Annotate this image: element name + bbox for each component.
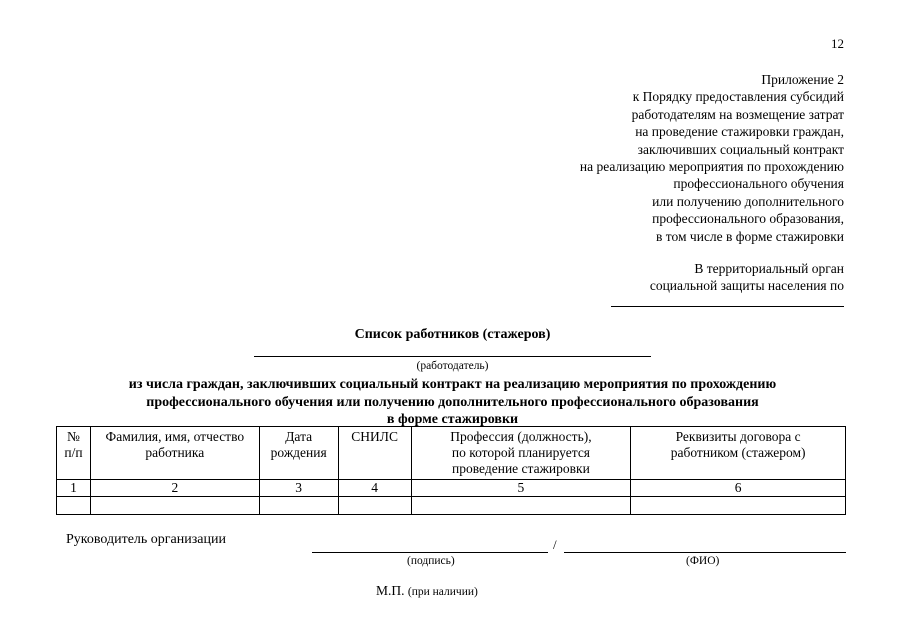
table-row	[57, 497, 846, 515]
appendix-line: к Порядку предоставления субсидий	[632, 89, 844, 105]
appendix-line: профессионального образования,	[652, 211, 844, 227]
appendix-line: профессионального обучения	[673, 176, 844, 192]
document-subtitle	[0, 376, 905, 429]
addressee-fill-line	[611, 306, 844, 307]
header-cell-profession: Профессия (должность), по которой планируется проведение стажировки	[411, 427, 631, 480]
header-cell-fullname: Фамилия, имя, отчество работника	[90, 427, 259, 480]
column-number: 1	[57, 480, 91, 497]
addressee-line: В территориальный орган	[694, 261, 844, 276]
appendix-line: на проведение стажировки граждан,	[635, 124, 844, 140]
header-cell-birthdate: Дата рождения	[259, 427, 338, 480]
header-cell-number: № п/п	[57, 427, 91, 480]
appendix-line: Приложение 2	[761, 72, 844, 87]
table-cell[interactable]	[57, 497, 91, 515]
stamp-note: (при наличии)	[407, 586, 478, 598]
signature-fill-line	[312, 552, 548, 553]
fio-caption: (ФИО)	[686, 555, 720, 567]
fio-fill-line	[564, 552, 846, 553]
column-number: 5	[411, 480, 631, 497]
table-header-row	[57, 427, 846, 480]
appendix-header	[580, 71, 844, 245]
column-number: 6	[631, 480, 846, 497]
header-cell-snils: СНИЛС	[338, 427, 411, 480]
stamp-main: М.П.	[376, 583, 405, 598]
head-label: Руководитель организации	[66, 532, 226, 547]
table-cell[interactable]	[90, 497, 259, 515]
page-number: 12	[831, 36, 844, 51]
table-cell[interactable]	[259, 497, 338, 515]
appendix-line: или получению дополнительного	[652, 193, 844, 209]
signature-separator: /	[553, 537, 557, 552]
stamp-label	[376, 583, 478, 599]
appendix-line: заключивших социальный контракт	[637, 141, 844, 157]
subtitle-line: из числа граждан, заключивших социальный контракт на реализацию мероприятия по прохождению	[128, 377, 777, 392]
table-cell[interactable]	[411, 497, 631, 515]
employer-caption: (работодатель)	[416, 360, 489, 372]
subtitle-line: в форме стажировки	[386, 412, 519, 427]
appendix-line: на реализацию мероприятия по прохождению	[579, 159, 844, 175]
document-title: Список работников (стажеров)	[354, 327, 551, 342]
subtitle-line: профессионального обучения или получению дополнительного профессионального образования	[146, 394, 759, 410]
table-cell[interactable]	[631, 497, 846, 515]
employer-fill-line	[254, 356, 651, 357]
table-cell[interactable]	[338, 497, 411, 515]
addressee-block	[650, 260, 844, 295]
signature-caption: (подпись)	[407, 555, 455, 567]
column-number: 4	[338, 480, 411, 497]
appendix-line: работодателям на возмещение затрат	[631, 106, 844, 122]
column-number: 2	[90, 480, 259, 497]
column-number-row	[57, 480, 846, 497]
header-cell-contract: Реквизиты договора с работником (стажером)	[631, 427, 846, 480]
workers-table	[56, 426, 846, 515]
appendix-line: в том числе в форме стажировки	[656, 228, 844, 244]
column-number: 3	[259, 480, 338, 497]
addressee-line: социальной защиты населения по	[649, 278, 844, 294]
